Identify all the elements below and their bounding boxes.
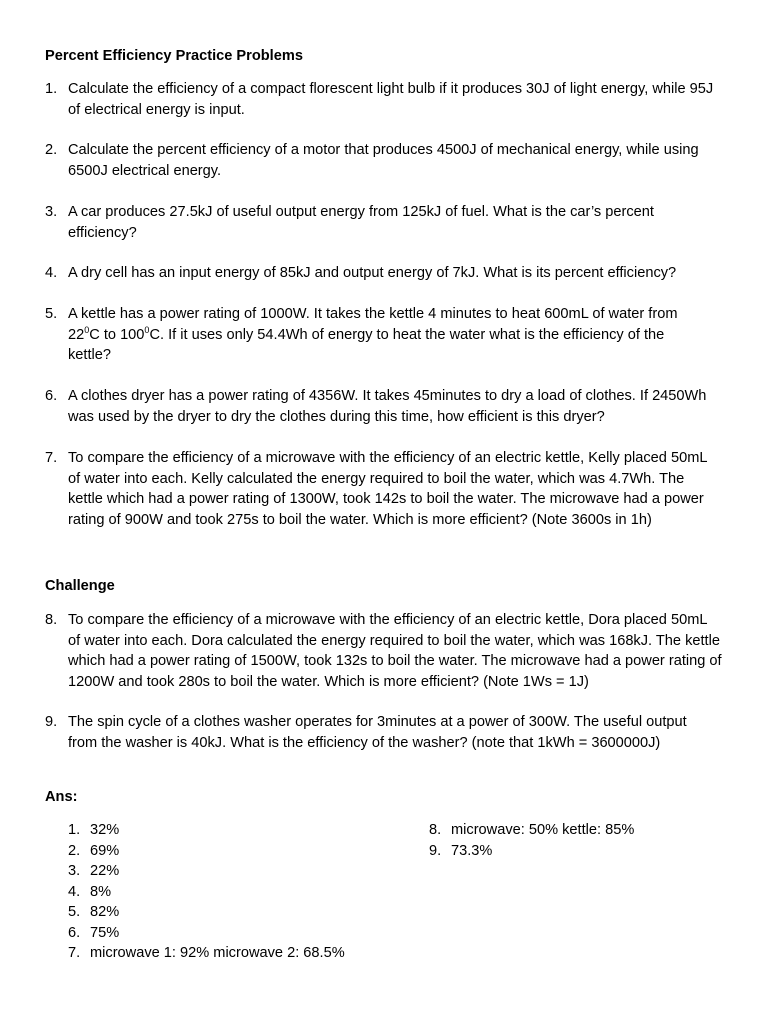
problem-3 [45,202,725,243]
problem-number: 4. [45,265,58,281]
problem-number: 9. [45,714,58,730]
answer-number: 4. [68,883,81,900]
problem-number: 6. [45,388,58,404]
answer-text: 82% [90,904,120,920]
answer-number: 6. [68,924,81,941]
problem-text: To compare the efficiency of a microwave with the efficiency of an electric kettle, Dora placed 50mL of water into each. Dora calculated the energy required to boil the water, which was 168kJ. The kettle which had a power rating of 1500W, took 132s to boil the water. The microwave had a power rating of 1200W and took 280s to boil the water. Which is more efficient? (Note 1Ws = 1J) [68,612,722,690]
answer-item [429,841,634,862]
problem-1 [45,79,725,120]
answer-text: 32% [90,822,120,838]
problem-text: A clothes dryer has a power rating of 4356W. It takes 45minutes to dry a load of clothes. If 2450Wh was used by the dryer to dry the clothes during this time, how efficient is this dryer? [68,388,707,425]
answer-item [429,820,634,841]
problem-6 [45,386,725,427]
answer-number: 9. [429,842,442,859]
answers-heading: Ans: [45,789,78,805]
answer-item [68,902,345,923]
problem-8 [45,610,725,692]
answer-item [68,923,345,944]
answer-item [68,882,345,903]
answer-text: 73.3% [451,842,493,859]
problem-number: 3. [45,204,58,220]
problem-5 [45,304,725,366]
answer-text: microwave 1: 92% microwave 2: 68.5% [90,945,345,961]
problem-4 [45,263,725,284]
answer-number: 8. [429,822,442,838]
problem-text: To compare the efficiency of a microwave with the efficiency of an electric kettle, Kelly placed 50mL of water into each. Kelly calculated the energy required to boil the water, which was 4.7Wh. The kettle which had a power rating of 1300W, took 142s to boil the water. The microwave had a power rating of 900W and took 275s to boil the water. Which is more efficient? (Note 3600s in 1h) [68,450,707,528]
problem-text: Calculate the percent efficiency of a motor that produces 4500J of mechanical energy, while using 6500J electrical energy. [68,142,699,179]
page-title: Percent Efficiency Practice Problems [45,48,303,64]
answer-text: 22% [90,863,120,879]
answer-text: microwave: 50% kettle: 85% [451,822,635,838]
problem-text-part: A kettle has a power rating of 1000W. It takes the kettle 4 minutes to heat 600mL of water from 22 [68,306,678,343]
answer-item [68,820,345,841]
answer-item [68,861,345,882]
problem-text-part: C. If it uses only 54.4Wh of energy to heat the water what is the efficiency of the kettle? [68,326,665,363]
problem-number: 5. [45,306,58,322]
problem-text: Calculate the efficiency of a compact florescent light bulb if it produces 30J of light energy, while 95J of electrical energy is input. [68,81,714,118]
answer-text: 75% [90,924,120,941]
answer-text: 8% [90,883,112,900]
answer-item [68,943,345,964]
problem-9 [45,712,725,753]
problem-text: A car produces 27.5kJ of useful output energy from 125kJ of fuel. What is the car’s percent efficiency? [68,204,654,241]
problem-2 [45,140,725,181]
answer-number: 2. [68,842,81,859]
problem-number: 1. [45,81,58,97]
degree-superscript: 0 [144,324,150,335]
problem-number: 8. [45,612,58,628]
answer-item [68,841,345,862]
problem-7 [45,448,725,530]
answers-list-left [68,820,345,964]
problem-text [68,304,708,366]
problem-text: The spin cycle of a clothes washer operates for 3minutes at a power of 300W. The useful output from the washer is 40kJ. What is the efficiency of the washer? (note that 1kWh = 3600000J) [68,714,687,751]
problem-number: 2. [45,142,58,158]
answers-list-right [429,820,634,861]
answer-number: 3. [68,863,81,879]
problem-number: 7. [45,450,58,466]
answer-text: 69% [90,842,120,859]
challenge-heading: Challenge [45,578,115,594]
answer-number: 5. [68,904,81,920]
problem-text-part: C to 100 [89,326,145,343]
degree-superscript: 0 [84,324,90,335]
answer-number: 7. [68,945,81,961]
answer-number: 1. [68,822,81,838]
problem-text: A dry cell has an input energy of 85kJ and output energy of 7kJ. What is its percent efficiency? [68,265,677,281]
